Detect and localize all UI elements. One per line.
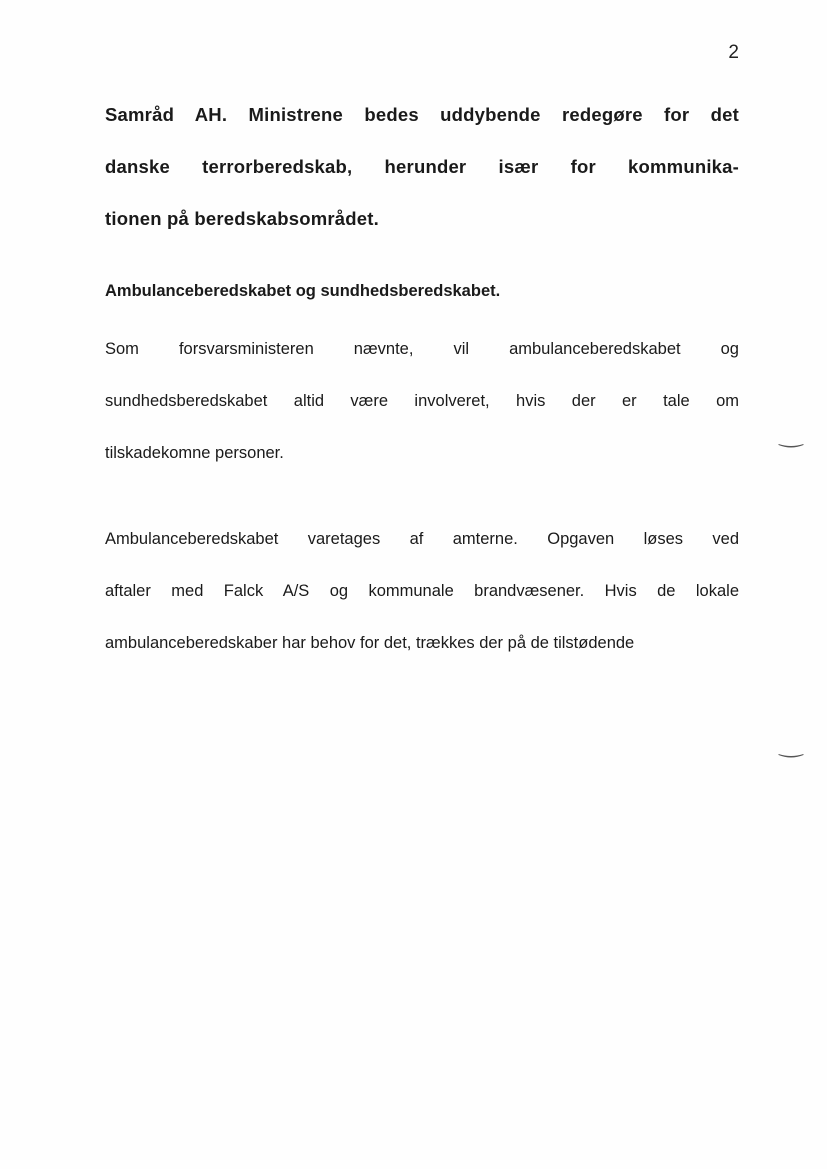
heading-samrad-ah: [105, 100, 739, 256]
scan-artifact-mark: ‿: [779, 736, 803, 758]
page-number: 2: [728, 42, 739, 63]
text-line: sundhedsberedskabet altid være involveret, hvis der er tale om: [105, 392, 739, 410]
text-line: tilskadekomne personer.: [105, 444, 284, 462]
text-line: ambulanceberedskaber har behov for det, trækkes der på de tilstødende: [105, 634, 635, 652]
paragraph-sundhedsberedskab: [105, 335, 739, 491]
text-line: Som forsvarsministeren nævnte, vil ambulanceberedskabet og: [105, 340, 739, 358]
paragraph-ambulanceberedskab-amterne: [105, 525, 739, 681]
subheading-ambulanceberedskabet: Ambulanceberedskabet og sundhedsberedskabet.: [105, 282, 501, 300]
text-line: Samråd AH. Ministrene bedes uddybende redegøre for det: [105, 104, 739, 125]
text-line: aftaler med Falck A/S og kommunale brandvæsener. Hvis de lokale: [105, 582, 739, 600]
page-content: [105, 100, 739, 681]
text-line: Ambulanceberedskabet varetages af amterne. Opgaven løses ved: [105, 530, 739, 548]
text-line: tionen på beredskabsområdet.: [105, 208, 379, 229]
text-line: danske terrorberedskab, herunder især for kommunika-: [105, 156, 739, 177]
scan-artifact-mark: ‿: [779, 426, 803, 448]
